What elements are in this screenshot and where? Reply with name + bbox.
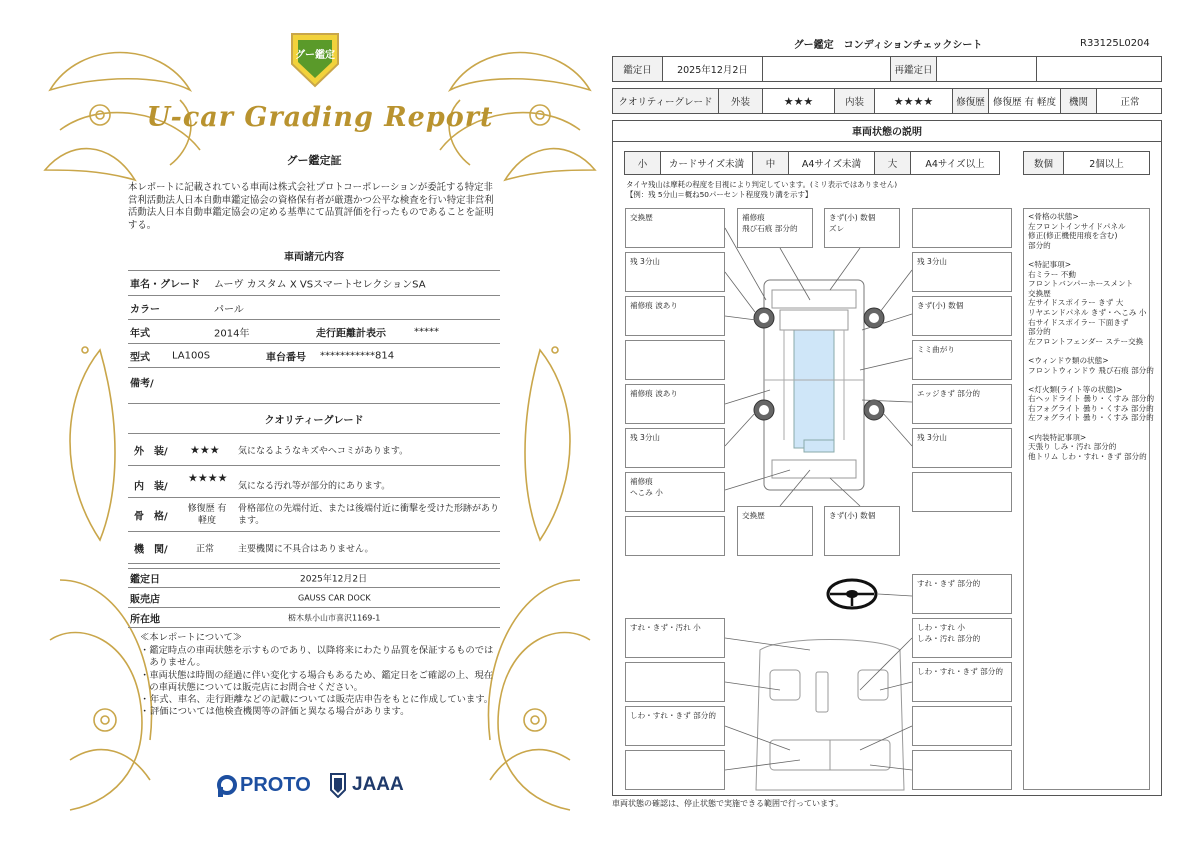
chassis-number: ***********814 [320,350,395,361]
ext-top-1: 補修痕 飛び石痕 部分的 [737,208,813,248]
spec-row-model: 型式 LA100S 車台番号 ***********814 [128,344,500,368]
specs-heading: 車両諸元内容 [284,252,344,263]
exterior-car-outline [764,280,864,490]
car-color: パール [214,304,244,315]
spec-row-remarks: 備考/ [128,368,500,404]
ext-right-2: きず(小) 数個 [912,296,1012,336]
address-row: 所在地 栃木県小山市喜沢1169-1 [128,608,500,628]
steering-wheel-icon [828,580,876,608]
special-note-line [1028,375,1145,385]
appraisal-date-value: 2025年12月2日 [663,57,763,81]
special-note-line: 交換歴 [1028,288,1051,298]
special-note-line: フロントウィンドウ 飛び石痕 部分的 [1028,365,1154,375]
spec-row-year: 年式 2014年 走行距離計表示 ***** [128,320,500,344]
special-note-line: 左フロントインサイドパネル [1028,221,1126,231]
ext-left-3: 補修痕 波あり [625,296,725,336]
appraisal-date: 2025年12月2日 [300,574,368,585]
ext-left-6: 残 3分山 [625,428,725,468]
grade-row-interior: 内 装/ ★★★★ 気になる汚れ等が部分的にあります。 [128,466,500,498]
interior-stars: ★★★★ [188,471,228,485]
interior-car-outline [756,640,904,791]
ext-right-3: ミミ曲がり [912,340,1012,380]
ext-right-5: 残 3分山 [912,428,1012,468]
special-note-line: リヤエンドパネル きず・へこみ 小 [1028,307,1147,317]
note-item: ・ 年式、車名、走行距離などの記載については販売店申告をもとに作成しています。 [140,694,494,706]
notes-heading: ≪本レポートについて≫ [140,632,243,643]
special-note-line: フロントバンパーホースメント [1028,279,1134,289]
int-left-1: すれ・きず・汚れ 小 [625,618,725,658]
ext-bottom-2: きず(小) 数個 [824,506,900,556]
exterior-grade: ★★★ [763,89,835,113]
int-right-4 [912,750,1012,790]
grade-row: クオリティーグレード 外装 ★★★ 内装 ★★★★ 修復歴 修復歴 有 軽度 機関 正常 [612,88,1162,114]
car-year: 2014年 [214,328,250,339]
special-note-line: 右フォグライト 曇り・くすみ 部分的 [1028,403,1154,413]
int-left-3: しわ・すれ・きず 部分的 [625,706,725,746]
special-note-line: 右サイドスポイラー 下面きず [1028,317,1129,327]
odometer: ***** [414,326,439,337]
ext-left-5: 補修痕 波あり [625,384,725,424]
int-right-3 [912,706,1012,746]
ext-top-3 [912,208,1012,248]
repair-grade: 修復歴 有 軽度 [989,89,1061,113]
sheet-footer: 車両状態の確認は、停止状態で実施できる範囲で行っています。 [612,799,844,808]
special-note-line: 左フォグライト 曇り・くすみ 部分的 [1028,413,1154,423]
special-note-line: <特記事項> [1028,259,1072,269]
date-row: 鑑定日 2025年12月2日 再鑑定日 [612,56,1162,82]
ext-right-4: エッジきず 部分的 [912,384,1012,424]
special-note-line: 部分的 [1028,240,1051,250]
special-note-line [1028,250,1145,260]
special-note-line: 修正(修正機使用痕を含む) [1028,231,1118,241]
dealer-name: GAUSS CAR DOCK [298,593,371,602]
quality-heading: クオリティーグレード [264,415,364,426]
int-right-2: しわ・すれ・きず 部分的 [912,662,1012,702]
condition-heading: 車両状態の説明 [612,120,1162,142]
ext-right-6 [912,472,1012,512]
badge-text: グー鑑定 [295,50,335,61]
special-note-line: 右ミラー 不動 [1028,269,1076,279]
int-left-2 [625,662,725,702]
count-legend: 数個 2個以上 [1023,151,1150,175]
size-legend: 小 カードサイズ未満 中 A4サイズ未満 大 A4サイズ以上 [624,151,1000,175]
special-notes-panel [1023,208,1155,790]
ext-left-7: 補修痕 へこみ 小 [625,472,725,512]
model-code: LA100S [172,350,211,361]
report-number: R33125L0204 [1080,38,1150,49]
int-left-4 [625,750,725,790]
dealer-row: 販売店 GAUSS CAR DOCK [128,588,500,608]
spec-row-color: カラー パール [128,296,500,320]
grade-row-engine: 機 関/ 正常 主要機関に不具合はありません。 [128,532,500,564]
grade-row-exterior: 外 装/ ★★★ 気になるようなキズやヘコミがあります。 [128,434,500,466]
ext-left-2: 残 3分山 [625,252,725,292]
int-right-1: しわ・すれ 小 しみ・汚れ 部分的 [912,618,1012,658]
special-note-line: 左フロントフェンダー ステー交換 [1028,336,1144,346]
special-note-line: <灯火類(ライト等の状態)> [1028,384,1123,394]
ext-bottom-1: 交換歴 [737,506,813,556]
dealer-address: 栃木県小山市喜沢1169-1 [288,613,381,622]
special-note-line: 他トリム しわ・すれ・きず 部分的 [1028,451,1147,461]
special-note-line: <内装特記事項> [1028,432,1087,442]
exterior-stars: ★★★ [190,443,220,456]
int-steering: すれ・きず 部分的 [912,574,1012,614]
repair-history: 修復歴 有 軽度 [187,503,227,526]
special-note-line: 右ヘッドライト 曇り・くすみ 部分的 [1028,394,1155,404]
tire-note: タイヤ残山は摩耗の程度を目視により判定しています。(ミリ表示ではありません) 【例：残 5分山＝概ね50パーセント程度残り溝を示す】 [626,180,898,199]
car-name: ムーヴ カスタム X VSスマートセレクションSA [214,279,426,291]
special-notes-list [1024,209,1155,464]
script-title: U-car Grading Report [146,102,494,133]
note-item: ・ 車両状態は時間の経過に伴い変化する場合もあるため、鑑定日をご確認の上、現在の車両状態については販売店にお問合せください。 [140,669,493,693]
special-note-line: 部分的 [1028,327,1051,337]
ext-left-8 [625,516,725,556]
special-note-line: <骨格の状態> [1028,212,1079,221]
engine-grade: 正常 [1120,97,1140,108]
special-note-line: 天張り しみ・汚れ 部分的 [1028,442,1117,452]
appraisal-date-row: 鑑定日 2025年12月2日 [128,568,500,588]
grade-row-frame: 骨 格/ 修復歴 有 軽度 骨格部位の先端付近、または後端付近に衝撃を受けた形跡があります。 [128,498,500,532]
special-note-line [1028,423,1145,433]
sheet-title: グー鑑定 コンディションチェックシート [793,40,983,51]
note-item: ・ 評価については他検査機関等の評価と異なる場合があります。 [140,706,410,718]
ext-left-4 [625,340,725,380]
jaaa-logo: JAAA [328,770,404,800]
spec-row-name: 車名・グレード ムーヴ カスタム X VSスマートセレクションSA [128,270,500,296]
special-note-line: <ウィンドウ類の状態> [1028,355,1109,365]
ext-top-2: きず(小) 数個 ズレ [824,208,900,248]
proto-logo: PROTO [216,770,311,800]
note-item: ・ 鑑定時点の車両状態を示すものであり、以降将来にわたり品質を保証するものではありません。 [140,645,494,669]
interior-grade: ★★★★ [875,89,953,113]
ext-left-1: 交換歴 [625,208,725,248]
certificate-intro: 本レポートに記載されている車両は株式会社プロトコーポレーションが委託する特定非営利活動法人日本自動車鑑定協会の資格保有者が厳選かつ公平な検査を行い特定非営利活動法人日本自動車鑑定協会の定める基準にて品質評価を行ったものであることを証明する。 [128,182,494,231]
special-note-line [1028,346,1145,356]
ext-right-1: 残 3分山 [912,252,1012,292]
special-note-line: 左サイドスポイラー きず 大 [1028,298,1124,308]
certificate-heading: グー鑑定証 [286,154,342,167]
engine-status: 正常 [196,544,215,554]
